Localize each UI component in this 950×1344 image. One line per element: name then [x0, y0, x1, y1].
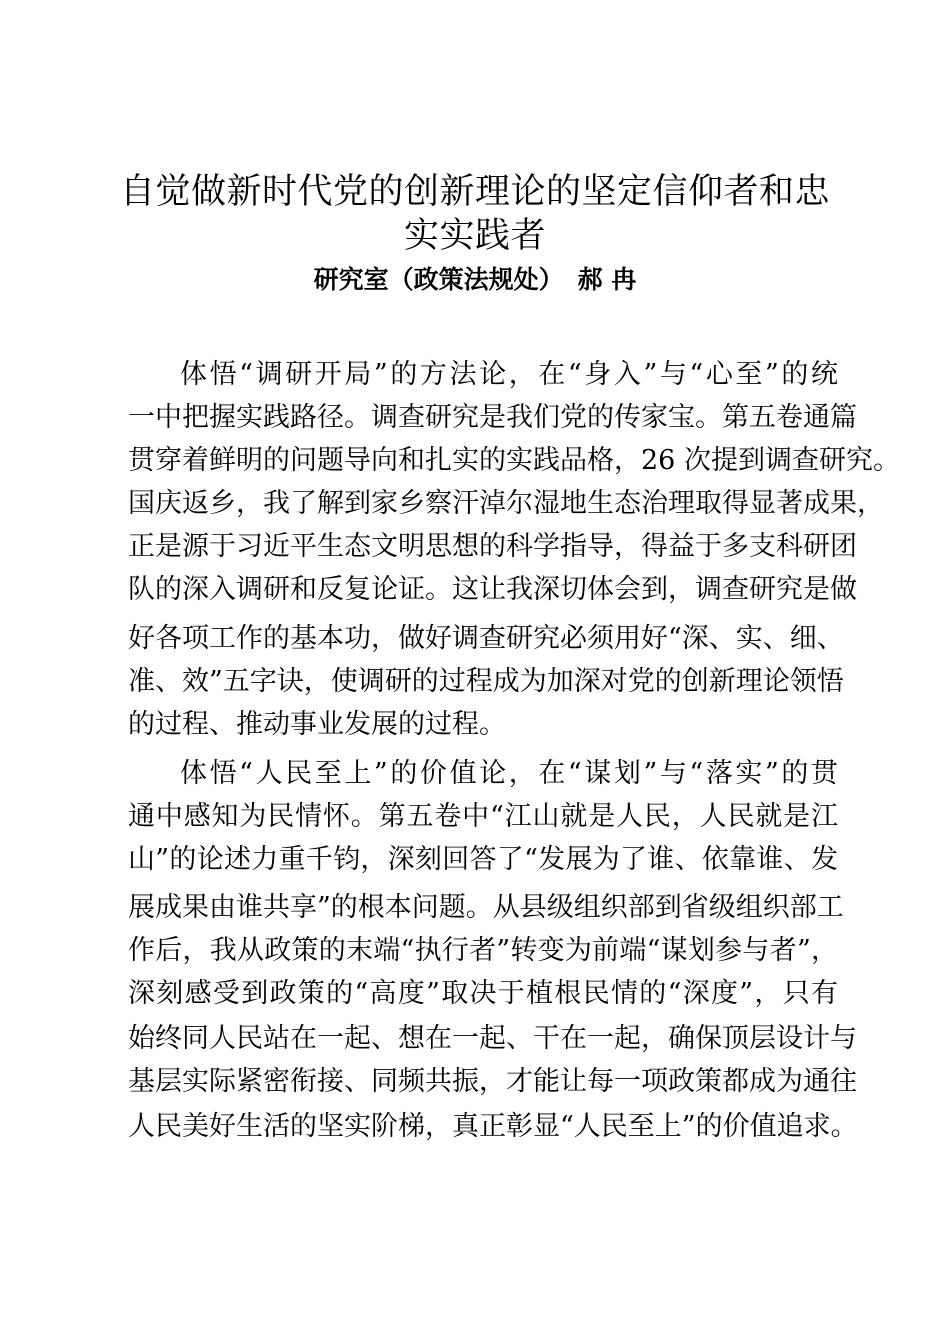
paragraph-line: 准、效”五字诀，使调研的过程成为加深对党的创新理论领悟 — [128, 666, 844, 697]
document-title-line-2: 实实践者 — [403, 216, 546, 256]
byline — [0, 262, 950, 298]
paragraph-line: 贯穿着鲜明的问题导向和扎实的实践品格，26 次提到调查研究。 — [128, 445, 900, 476]
paragraph-line: 体悟“人民至上”的价值论，在“谋划”与“落实”的贯 — [180, 758, 838, 789]
paragraph-line: 体悟“调研开局”的方法论，在“身入”与“心至”的统 — [180, 359, 838, 390]
paragraph-line: 深刻感受到政策的“高度”取决于植根民情的“深度”，只有 — [128, 978, 838, 1009]
document-title-line-1: 自觉做新时代党的创新理论的坚定信仰者和忠 — [119, 172, 830, 212]
byline-author: 郝 冉 — [577, 265, 637, 294]
paragraph-line: 始终同人民站在一起、想在一起、干在一起，确保顶层设计与 — [128, 1023, 857, 1054]
paragraph-line: 好各项工作的基本功，做好调查研究必须用好“深、实、细、 — [128, 623, 844, 654]
paragraph-line: 正是源于习近平生态文明思想的科学指导，得益于多支科研团 — [128, 531, 857, 562]
byline-department: 研究室（政策法规处） — [313, 265, 564, 294]
paragraph-line: 通中感知为民情怀。第五卷中“江山就是人民，人民就是江 — [128, 801, 838, 832]
paragraph-line: 山”的论述力重千钧，深刻回答了“发展为了谁、依靠谁、发 — [128, 844, 838, 875]
paragraph-line: 一中把握实践路径。调查研究是我们党的传家宝。第五卷通篇 — [128, 402, 857, 433]
paragraph-line: 基层实际紧密衔接、同频共振，才能让每一项政策都成为通往 — [128, 1066, 857, 1097]
paragraph-line: 展成果由谁共享”的根本问题。从县级组织部到省级组织部工 — [128, 892, 844, 923]
paragraph-line: 的过程、推动事业发展的过程。 — [128, 709, 506, 740]
paragraph-line: 作后，我从政策的末端“执行者”转变为前端“谋划参与者”， — [128, 935, 838, 966]
paragraph-line: 人民美好生活的坚实阶梯，真正彰显“人民至上”的价值追求。 — [128, 1111, 858, 1142]
paragraph-line: 队的深入调研和反复论证。这让我深切体会到，调查研究是做 — [128, 574, 857, 605]
paragraph-line: 国庆返乡，我了解到家乡察汗淖尔湿地生态治理取得显著成果， — [128, 488, 884, 519]
